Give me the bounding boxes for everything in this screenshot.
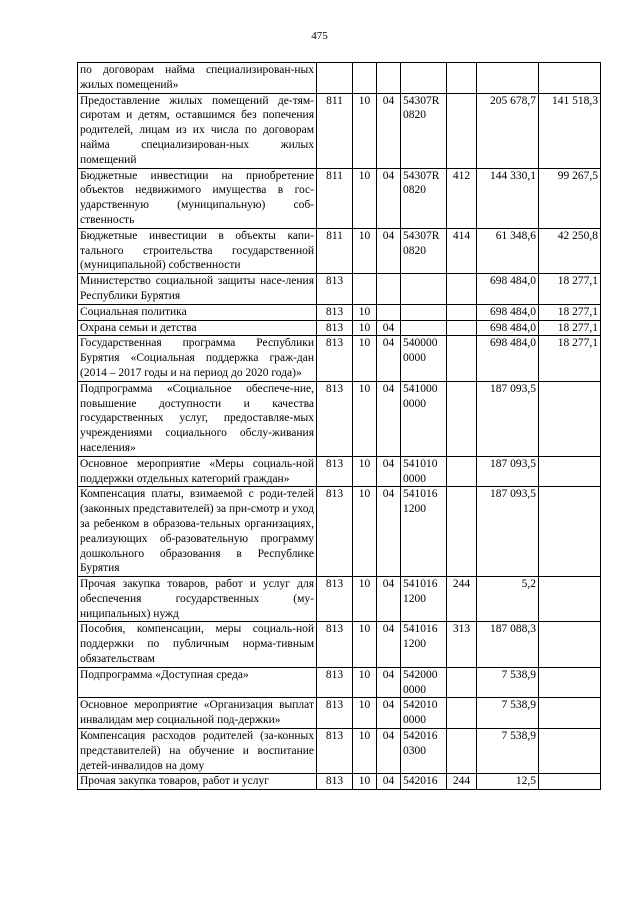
row-name-cell: Подпрограмма «Доступная среда» [78, 667, 317, 698]
subsection-code-cell: 04 [377, 774, 401, 790]
expense-type-code-cell [447, 320, 477, 336]
expense-type-code-cell [447, 729, 477, 774]
row-name-cell: Бюджетные инвестиции в объекты капи-тального строительства государственной (муниципальной) собственности [78, 228, 317, 273]
expense-type-code-cell [447, 274, 477, 305]
grbs-code-cell: 813 [317, 304, 353, 320]
table-row [78, 274, 601, 305]
target-article-code-cell: 542000 0000 [401, 667, 447, 698]
section-code-cell: 10 [353, 304, 377, 320]
amount-year1-cell: 698 484,0 [477, 336, 539, 381]
grbs-code-cell: 811 [317, 168, 353, 228]
expense-type-code-cell [447, 667, 477, 698]
amount-year2-cell: 18 277,1 [539, 320, 601, 336]
section-code-cell: 10 [353, 381, 377, 456]
target-article-code-cell: 54307R 0820 [401, 93, 447, 168]
row-name-cell: Компенсация платы, взимаемой с роди-телей (законных представителей) за при-смотр и уход за ребенком в образова-тельных организациях, реализующих об-разовательную программу дошкольного образования в Республике Бурятия [78, 487, 317, 577]
section-code-cell: 10 [353, 667, 377, 698]
row-name-cell: Компенсация расходов родителей (за-конных представителей) на обучение и воспитание детей-инвалидов на дому [78, 729, 317, 774]
section-code-cell: 10 [353, 336, 377, 381]
row-name-cell: Предоставление жилых помещений де-тям-сиротам и детям, оставшимся без попечения родителей, лицам из их числа по договорам найма специализирован-ных жилых помещений [78, 93, 317, 168]
amount-year1-cell: 12,5 [477, 774, 539, 790]
table-row [78, 168, 601, 228]
grbs-code-cell: 813 [317, 774, 353, 790]
amount-year2-cell [539, 456, 601, 487]
table-row [78, 63, 601, 94]
section-code-cell: 10 [353, 228, 377, 273]
grbs-code-cell: 813 [317, 667, 353, 698]
expense-type-code-cell [447, 487, 477, 577]
page-number: 475 [311, 30, 328, 42]
subsection-code-cell: 04 [377, 336, 401, 381]
target-article-code-cell: 54307R 0820 [401, 168, 447, 228]
target-article-code-cell: 541010 0000 [401, 456, 447, 487]
target-article-code-cell: 54307R 0820 [401, 228, 447, 273]
subsection-code-cell: 04 [377, 698, 401, 729]
target-article-code-cell: 541016 1200 [401, 622, 447, 667]
amount-year2-cell: 18 277,1 [539, 336, 601, 381]
subsection-code-cell: 04 [377, 320, 401, 336]
expense-type-code-cell [447, 381, 477, 456]
grbs-code-cell: 813 [317, 381, 353, 456]
amount-year1-cell: 698 484,0 [477, 304, 539, 320]
row-name-cell: Прочая закупка товаров, работ и услуг для обеспечения государственных (му-ниципальных) нужд [78, 577, 317, 622]
section-code-cell: 10 [353, 729, 377, 774]
expense-type-code-cell [447, 93, 477, 168]
grbs-code-cell: 813 [317, 320, 353, 336]
section-code-cell: 10 [353, 93, 377, 168]
subsection-code-cell: 04 [377, 622, 401, 667]
grbs-code-cell: 813 [317, 487, 353, 577]
subsection-code-cell: 04 [377, 729, 401, 774]
table-row [78, 622, 601, 667]
amount-year2-cell [539, 774, 601, 790]
amount-year1-cell: 205 678,7 [477, 93, 539, 168]
section-code-cell: 10 [353, 577, 377, 622]
target-article-code-cell [401, 274, 447, 305]
section-code-cell: 10 [353, 698, 377, 729]
grbs-code-cell: 811 [317, 228, 353, 273]
amount-year1-cell: 187 093,5 [477, 456, 539, 487]
grbs-code-cell: 813 [317, 577, 353, 622]
table-row [78, 774, 601, 790]
target-article-code-cell: 540000 0000 [401, 336, 447, 381]
table-row [78, 93, 601, 168]
section-code-cell: 10 [353, 487, 377, 577]
row-name-cell: Государственная программа Республики Бурятия «Социальная поддержка граж-дан (2014 – 2017 годы и на период до 2020 года)» [78, 336, 317, 381]
subsection-code-cell: 04 [377, 93, 401, 168]
subsection-code-cell: 04 [377, 456, 401, 487]
row-name-cell: Бюджетные инвестиции на приобретение объектов недвижимого имущества в гос-ударственную (муниципальную) соб-ственность [78, 168, 317, 228]
grbs-code-cell: 813 [317, 698, 353, 729]
expense-type-code-cell: 313 [447, 622, 477, 667]
expense-type-code-cell [447, 304, 477, 320]
section-code-cell: 10 [353, 168, 377, 228]
amount-year1-cell [477, 63, 539, 94]
table-row [78, 336, 601, 381]
grbs-code-cell: 813 [317, 729, 353, 774]
amount-year2-cell [539, 698, 601, 729]
table-row [78, 698, 601, 729]
amount-year2-cell [539, 381, 601, 456]
amount-year1-cell: 187 088,3 [477, 622, 539, 667]
row-name-cell: по договорам найма специализирован-ных жилых помещений» [78, 63, 317, 94]
subsection-code-cell [377, 304, 401, 320]
amount-year1-cell: 61 348,6 [477, 228, 539, 273]
expense-type-code-cell [447, 456, 477, 487]
target-article-code-cell: 542010 0000 [401, 698, 447, 729]
target-article-code-cell [401, 304, 447, 320]
grbs-code-cell [317, 63, 353, 94]
expense-type-code-cell: 244 [447, 774, 477, 790]
subsection-code-cell: 04 [377, 381, 401, 456]
table-row [78, 320, 601, 336]
amount-year2-cell [539, 729, 601, 774]
subsection-code-cell [377, 274, 401, 305]
amount-year1-cell: 7 538,9 [477, 729, 539, 774]
amount-year1-cell: 187 093,5 [477, 381, 539, 456]
amount-year1-cell: 698 484,0 [477, 320, 539, 336]
grbs-code-cell: 813 [317, 336, 353, 381]
table-row [78, 228, 601, 273]
subsection-code-cell [377, 63, 401, 94]
section-code-cell: 10 [353, 622, 377, 667]
grbs-code-cell: 813 [317, 274, 353, 305]
row-name-cell: Пособия, компенсации, меры социаль-ной поддержки по публичным норма-тивным обязательствам [78, 622, 317, 667]
expense-type-code-cell [447, 336, 477, 381]
table-row [78, 667, 601, 698]
amount-year2-cell: 99 267,5 [539, 168, 601, 228]
amount-year1-cell: 698 484,0 [477, 274, 539, 305]
subsection-code-cell: 04 [377, 667, 401, 698]
target-article-code-cell [401, 63, 447, 94]
expense-type-code-cell: 244 [447, 577, 477, 622]
section-code-cell: 10 [353, 320, 377, 336]
amount-year2-cell: 18 277,1 [539, 274, 601, 305]
expense-type-code-cell: 414 [447, 228, 477, 273]
subsection-code-cell: 04 [377, 487, 401, 577]
amount-year2-cell: 18 277,1 [539, 304, 601, 320]
row-name-cell: Прочая закупка товаров, работ и услуг [78, 774, 317, 790]
section-code-cell: 10 [353, 774, 377, 790]
amount-year1-cell: 187 093,5 [477, 487, 539, 577]
row-name-cell: Подпрограмма «Социальное обеспече-ние, повышение доступности и качества государственных услуг, предоставляе-мых учреждениями социального обслу-живания населения» [78, 381, 317, 456]
amount-year2-cell [539, 63, 601, 94]
table-row [78, 729, 601, 774]
target-article-code-cell: 541016 1200 [401, 577, 447, 622]
budget-table-body [78, 63, 601, 790]
amount-year1-cell: 144 330,1 [477, 168, 539, 228]
expense-type-code-cell [447, 63, 477, 94]
grbs-code-cell: 811 [317, 93, 353, 168]
grbs-code-cell: 813 [317, 622, 353, 667]
amount-year1-cell: 5,2 [477, 577, 539, 622]
table-row [78, 381, 601, 456]
table-row [78, 304, 601, 320]
subsection-code-cell: 04 [377, 228, 401, 273]
table-row [78, 487, 601, 577]
amount-year1-cell: 7 538,9 [477, 667, 539, 698]
amount-year1-cell: 7 538,9 [477, 698, 539, 729]
expense-type-code-cell [447, 698, 477, 729]
section-code-cell [353, 274, 377, 305]
row-name-cell: Основное мероприятие «Меры социаль-ной поддержки отдельных категорий граждан» [78, 456, 317, 487]
subsection-code-cell: 04 [377, 168, 401, 228]
row-name-cell: Основное мероприятие «Организация выплат инвалидам мер социальной под-держки» [78, 698, 317, 729]
expense-type-code-cell: 412 [447, 168, 477, 228]
amount-year2-cell [539, 667, 601, 698]
amount-year2-cell: 42 250,8 [539, 228, 601, 273]
table-row [78, 456, 601, 487]
amount-year2-cell: 141 518,3 [539, 93, 601, 168]
row-name-cell: Социальная политика [78, 304, 317, 320]
table-row [78, 577, 601, 622]
amount-year2-cell [539, 577, 601, 622]
target-article-code-cell: 542016 [401, 774, 447, 790]
budget-table [77, 62, 601, 790]
grbs-code-cell: 813 [317, 456, 353, 487]
amount-year2-cell [539, 622, 601, 667]
section-code-cell: 10 [353, 456, 377, 487]
target-article-code-cell [401, 320, 447, 336]
target-article-code-cell: 542016 0300 [401, 729, 447, 774]
target-article-code-cell: 541016 1200 [401, 487, 447, 577]
row-name-cell: Охрана семьи и детства [78, 320, 317, 336]
section-code-cell [353, 63, 377, 94]
amount-year2-cell [539, 487, 601, 577]
row-name-cell: Министерство социальной защиты насе-ления Республики Бурятия [78, 274, 317, 305]
subsection-code-cell: 04 [377, 577, 401, 622]
target-article-code-cell: 541000 0000 [401, 381, 447, 456]
